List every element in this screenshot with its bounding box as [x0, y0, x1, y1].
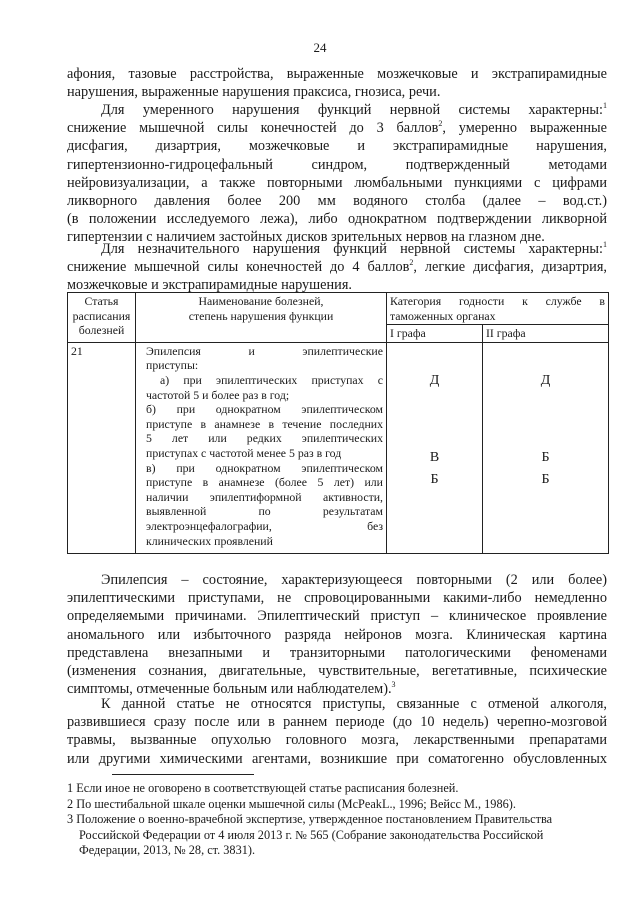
grade-a-col1: Д — [429, 372, 440, 388]
description-line: частотой 5 и более раз в год; — [146, 387, 290, 402]
disease-description — [136, 342, 387, 553]
footnote-3-cont: Федерации, 2013, № 28, ст. 3831). — [79, 843, 256, 857]
description-line: в) при однократном эпилептическом — [146, 460, 383, 475]
text-line: травмы, вызванные опухолью головного мозга, лекарственными препаратами — [67, 732, 607, 749]
text-line: нейровизуализации, а также повторными люмбальными пункциями с цифрами — [67, 174, 607, 191]
category-column-2 — [483, 342, 609, 553]
text-line: Эпилепсия – состояние, характеризующееся повторными (2 или более) — [101, 572, 607, 588]
header-line: Наименование болезней, — [198, 294, 324, 308]
table-header-row — [68, 293, 609, 325]
header-fitness-category — [387, 293, 609, 325]
footnote-divider — [112, 774, 254, 775]
footnote-ref: 3 — [391, 680, 396, 690]
footnote-3: 3 Положение о военно-врачебной экспертизе, утвержденное постановлением Правительства — [67, 812, 553, 826]
text-line: аномального или избыточного разряда нейронов мозга. Клиническая картина — [67, 626, 607, 643]
paragraph-severe-continuation — [67, 65, 607, 101]
description-line: а) при эпилептических приступах с — [160, 372, 383, 387]
footnote-1: 1 Если иное не оговорено в соответствующей статье расписания болезней. — [67, 781, 459, 795]
text-line: эпилептическими приступами, не спровоцированными какими-либо немедленно — [67, 590, 607, 607]
header-line: Статья — [84, 294, 119, 308]
footnote-3-cont: Российской Федерации от 4 июля 2013 г. № 565 (Собрание законодательства Российской — [79, 827, 544, 842]
description-line: приступе в анамнезе в течение последних — [146, 416, 383, 431]
description-line: выявленной по результатам — [146, 504, 383, 519]
text-line: нарушения, выраженные нарушения праксиса, гнозиса, речи. — [67, 84, 441, 101]
footnote-2: 2 По шестибальной шкале оценки мышечной силы (McPeakL., 1996; Вейсс М., 1986). — [67, 796, 516, 811]
grade-c-col2: Б — [541, 471, 550, 487]
grade-c-col1: Б — [430, 471, 439, 487]
text-line: симптомы, отмеченные больным или наблюдателем).$^3$ — [67, 680, 396, 698]
article-number: 21 — [68, 342, 136, 553]
disease-schedule-table — [67, 292, 609, 554]
header-line: таможенных органах — [390, 308, 496, 323]
footnote-ref: 2 — [438, 119, 443, 129]
description-line: 5 лет или редких эпилептических — [146, 431, 383, 446]
grade-a-col2: Д — [540, 372, 551, 388]
header-line: степень нарушения функции — [188, 308, 334, 323]
text-line: Для незначительного нарушения функций нервной системы характерны:$^1$ — [101, 240, 607, 257]
text-line: развившиеся сразу после или в раннем периоде (до 10 недель) черепно-мозговой — [67, 714, 607, 731]
description-line: приступах с частотой менее 5 раз в год — [146, 445, 342, 460]
text-line: снижение мышечной силы конечностей до 4 баллов$^2$, легкие дисфагия, дизартрия, — [67, 258, 607, 276]
text-line: Для умеренного нарушения функций нервной системы характерны:$^1$ — [101, 101, 607, 118]
header-disease-name — [136, 293, 387, 343]
paragraph-epilepsy-definition — [67, 571, 607, 698]
text-line: (в положении исследуемого лежа), либо однократном подтверждении ликворной — [67, 211, 607, 228]
footnote-ref: 1 — [603, 240, 607, 250]
description-line: приступы: — [146, 358, 199, 373]
description-line: Эпилепсия и эпилептические — [146, 343, 383, 358]
header-line: болезней — [78, 323, 125, 338]
text-line: дисфагия, дизартрия, мозжечковые и экстрапирамидные нарушения, — [67, 138, 607, 155]
text-line: представлена внезапными и транзиторными патологическими феноменами — [67, 644, 607, 661]
header-line: Категория годности к службе в — [390, 294, 606, 308]
page-number: 24 — [313, 40, 327, 55]
grade-b-col1: В — [429, 449, 440, 465]
paragraph-exclusions — [67, 695, 607, 768]
header-column-1: I графа — [387, 325, 483, 343]
text-line: гипертензионно-гидроцефальный синдром, подтвержденный методами — [67, 156, 607, 173]
paragraph-minor-impairment — [67, 240, 607, 295]
description-line: клинических проявлений — [146, 533, 273, 548]
table-row — [68, 342, 609, 553]
footnotes — [67, 781, 607, 859]
header-column-2: II графа — [483, 325, 609, 343]
text-line: или другими химическими агентами, возникшие при соматогенно обусловленных — [67, 750, 607, 767]
text-line: гипертензии с наличием застойных дисков зрительных нервов на глазном дне. — [67, 229, 545, 246]
text-line: ликворного давления более 200 мм водяного столба (далее – вод.ст.) — [67, 193, 607, 210]
category-column-1 — [387, 342, 483, 553]
footnote-ref: 1 — [603, 101, 607, 111]
text-line: снижение мышечной силы конечностей до 3 баллов$^2$, умеренно выраженные — [67, 119, 607, 137]
text-line: определяемыми причинами. Эпилептический приступ – клиническое проявление — [67, 608, 607, 625]
text-line: афония, тазовые расстройства, выраженные мозжечковые и экстрапирамидные — [67, 66, 607, 82]
text-line: (изменения сознания, двигательные, чувствительные, вегетативные, психические — [67, 663, 607, 680]
description-line: б) при однократном эпилептическом — [146, 402, 383, 417]
header-line: расписания — [72, 308, 131, 323]
text-line: мозжечковые и экстрапирамидные нарушения. — [67, 277, 352, 294]
description-line: приступе в анамнезе (более 5 лет) или — [146, 475, 383, 490]
footnote-ref: 2 — [409, 258, 414, 268]
description-line: электроэнцефалографии, без — [146, 518, 383, 533]
grade-b-col2: Б — [541, 449, 550, 465]
text-line: К данной статье не относятся приступы, связанные с отменой алкоголя, — [101, 696, 607, 712]
description-line: наличии эпилептиформной активности, — [146, 489, 383, 504]
header-article — [68, 293, 136, 343]
